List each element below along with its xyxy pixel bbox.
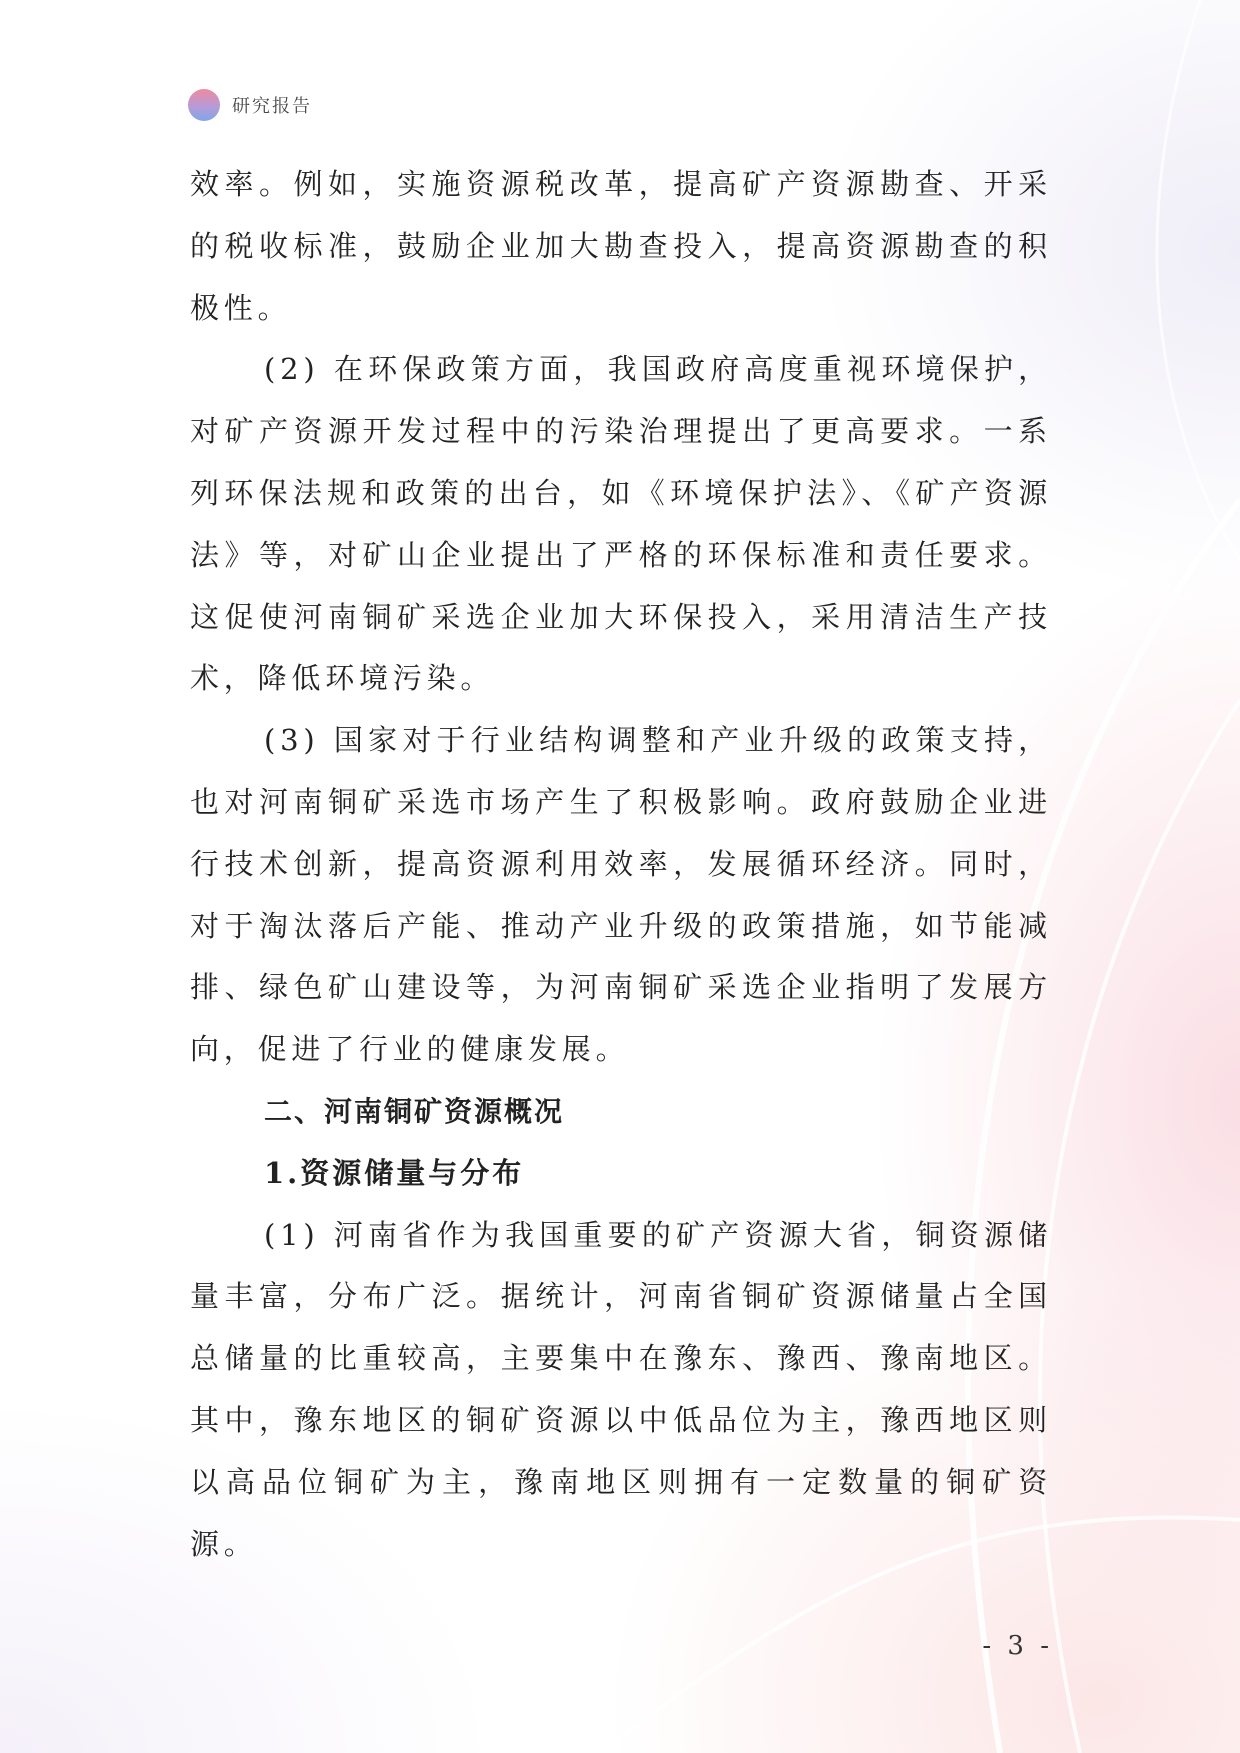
paragraph-industry-upgrade: (3) 国家对于行业结构调整和产业升级的政策支持，也对河南铜矿采选市场产生了积极影响。政府鼓励企业进行技术创新，提高资源利用效率，发展循环经济。同时，对于淘汰落后产能、推动产业升级的政策措施，如节能减排、绿色矿山建设等，为河南铜矿采选企业指明了发展方向，促进了行业的健康发展。 xyxy=(190,723,1052,1067)
header-title: 研究报告 xyxy=(232,96,312,117)
paragraph-resource-reserves: (1) 河南省作为我国重要的矿产资源大省，铜资源储量丰富，分布广泛。据统计，河南省铜矿资源储量占全国总储量的比重较高，主要集中在豫东、豫西、豫南地区。其中，豫东地区的铜矿资源以中低品位为主，豫西地区则以高品位铜矿为主，豫南地区则拥有一定数量的铜矿资源。 xyxy=(190,1217,1052,1561)
section-heading: 二、河南铜矿资源概况 xyxy=(264,1094,565,1128)
subsection-heading: 1.资源储量与分布 xyxy=(264,1155,525,1190)
page-number: - 3 - xyxy=(982,1631,1053,1661)
paragraph-continuation: 效率。例如，实施资源税改革，提高矿产资源勘查、开采的税收标准，鼓励企业加大勘查投入，提高资源勘查的积极性。 xyxy=(190,167,1052,325)
paragraph-environmental-policy: (2) 在环保政策方面，我国政府高度重视环境保护，对矿产资源开发过程中的污染治理提出了更高要求。一系列环保法规和政策的出台，如《环境保护法》、《矿产资源法》等，对矿山企业提出了严格的环保标准和责任要求。这促使河南铜矿采选企业加大环保投入，采用清洁生产技术，降低环境污染。 xyxy=(190,352,1052,696)
report-logo-icon xyxy=(188,89,220,121)
document-body xyxy=(190,154,1052,1575)
page-header xyxy=(188,89,312,121)
